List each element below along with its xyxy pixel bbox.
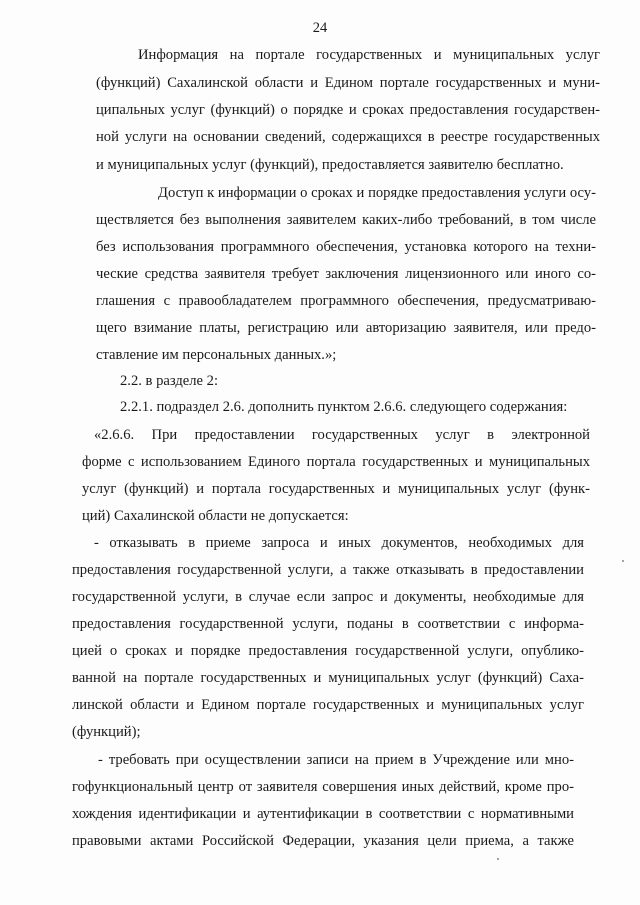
scan-speck: [622, 560, 624, 562]
text-line: линской области и Едином портале государственных и муниципальных услуг: [72, 697, 584, 713]
text-line: гофункциональный центр от заявителя совершения иных действий, кроме про-: [72, 779, 574, 795]
text-line: государственной услуги, в случае если запрос и документы, необходимые для: [72, 589, 584, 605]
text-line: ческие средства заявителя требует заключения лицензионного или иного со-: [96, 266, 596, 282]
text-line: предоставления государственной услуги, поданы в соответствии с информа-: [72, 616, 584, 632]
text-line: и муниципальных услуг (функций), предоставляется заявителю бесплатно.: [96, 157, 564, 173]
text-line: «2.6.6. При предоставлении государственных услуг в электронной: [94, 427, 590, 443]
text-line: (функций) Сахалинской области и Едином портале государственных и муни-: [96, 75, 600, 91]
text-line: Информация на портале государственных и муниципальных услуг: [138, 47, 600, 63]
text-line: ципальных услуг (функций) о порядке и сроках предоставления государствен-: [96, 102, 600, 118]
text-line: хождения идентификации и аутентификации в соответствии с нормативными: [72, 806, 574, 822]
text-line: цией о сроках и порядке предоставления государственной услуги, опублико-: [72, 643, 584, 659]
text-line: Доступ к информации о сроках и порядке предоставления услуги осу-: [158, 185, 596, 201]
text-line: 2.2. в разделе 2:: [120, 373, 219, 389]
text-line: ной услуги на основании сведений, содержащихся в реестре государственных: [96, 129, 600, 145]
text-line: - требовать при осуществлении записи на прием в Учреждение или мно-: [98, 752, 574, 768]
text-line: ций) Сахалинской области не допускается:: [82, 508, 349, 524]
text-line: без использования программного обеспечения, установка которого на техни-: [96, 239, 596, 255]
page-number: 24: [312, 20, 328, 36]
text-line: предоставления государственной услуги, а также отказывать в предоставлении: [72, 562, 584, 578]
text-line: ставление им персональных данных.»;: [96, 347, 337, 363]
text-line: ществляется без выполнения заявителем каких-либо требований, в том числе: [96, 212, 596, 228]
text-line: услуг (функций) и портала государственных и муниципальных услуг (функ-: [82, 481, 590, 497]
text-line: (функций);: [72, 724, 141, 740]
text-line: - отказывать в приеме запроса и иных документов, необходимых для: [94, 535, 584, 551]
scan-speck: [497, 858, 499, 860]
text-line: форме с использованием Единого портала государственных и муниципальных: [82, 454, 590, 470]
text-line: 2.2.1. подраздел 2.6. дополнить пунктом 2.6.6. следующего содержания:: [120, 399, 568, 415]
text-line: ванной на портале государственных и муниципальных услуг (функций) Саха-: [72, 670, 584, 686]
text-line: правовыми актами Российской Федерации, указания цели приема, а также: [72, 833, 574, 849]
text-line: глашения с правообладателем программного обеспечения, предусматриваю-: [96, 293, 596, 309]
text-line: щего взимание платы, регистрацию или авторизацию заявителя, или предо-: [96, 320, 596, 336]
